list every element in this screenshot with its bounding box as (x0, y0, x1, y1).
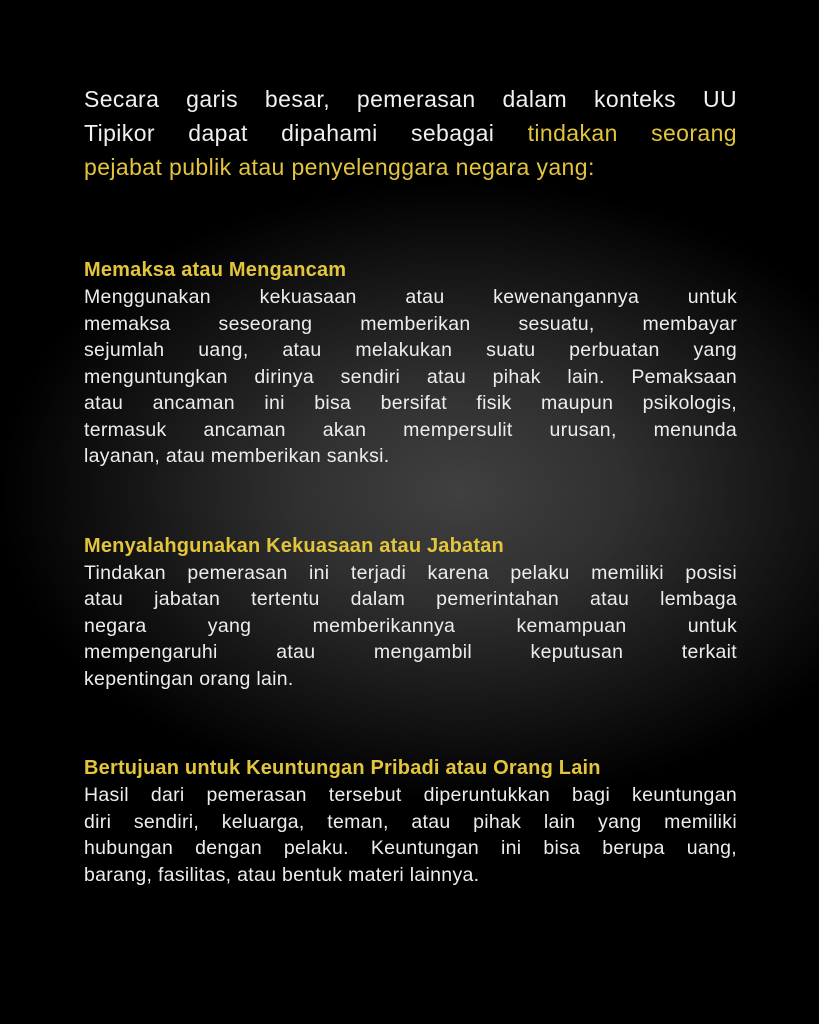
section-body (84, 782, 737, 888)
body-text-line: kepentingan orang lain. (84, 667, 294, 690)
body-text-line: menguntungkan dirinya sendiri atau pihak lain. Pemaksaan (84, 365, 737, 388)
body-text-line: negara yang memberikannya kemampuan untuk (84, 614, 737, 637)
section-body (84, 560, 737, 693)
intro-line-1 (84, 82, 737, 116)
body-text-line: sejumlah uang, atau melakukan suatu perbuatan yang (84, 339, 737, 361)
body-text-line: layanan, atau memberikan sanksi. (84, 445, 390, 467)
body-text-line: termasuk ancaman akan mempersulit urusan, menunda (84, 418, 737, 441)
intro-line-2-accent-text: tindakan seorang (527, 120, 737, 146)
section-heading: Bertujuan untuk Keuntungan Pribadi atau Orang Lain (84, 757, 601, 779)
intro-paragraph (84, 82, 737, 184)
body-text-line: Hasil dari pemerasan tersebut diperuntukkan bagi keuntungan (84, 784, 737, 806)
intro-line-3: pejabat publik atau penyelenggara negara yang: (84, 154, 595, 180)
section-memaksa-atau-mengancam (84, 256, 737, 470)
intro-line-2-white-text: Tipikor dapat dipahami sebagai (84, 120, 495, 146)
section-heading: Menyalahgunakan Kekuasaan atau Jabatan (84, 534, 504, 557)
body-text-line: diri sendiri, keluarga, teman, atau pihak lain yang memiliki (84, 810, 737, 833)
body-text-line: memaksa seseorang memberikan sesuatu, membayar (84, 312, 737, 335)
body-text-line: atau jabatan tertentu dalam pemerintahan atau lembaga (84, 588, 737, 610)
intro-line-1-text: Secara garis besar, pemerasan dalam konteks UU (84, 86, 737, 112)
body-text-line: barang, fasilitas, atau bentuk materi lainnya. (84, 863, 480, 886)
body-text-line: atau ancaman ini bisa bersifat fisik maupun psikologis, (84, 392, 737, 414)
section-body (84, 284, 737, 470)
body-text-line: mempengaruhi atau mengambil keputusan terkait (84, 641, 737, 663)
section-menyalahgunakan-kekuasaan (84, 532, 737, 693)
section-keuntungan-pribadi (84, 754, 737, 888)
section-heading: Memaksa atau Mengancam (84, 259, 347, 281)
body-text-line: hubungan dengan pelaku. Keuntungan ini bisa berupa uang, (84, 837, 737, 859)
intro-line-2 (84, 116, 737, 150)
body-text-line: Menggunakan kekuasaan atau kewenangannya untuk (84, 286, 737, 308)
body-text-line: Tindakan pemerasan ini terjadi karena pelaku memiliki posisi (84, 561, 737, 584)
